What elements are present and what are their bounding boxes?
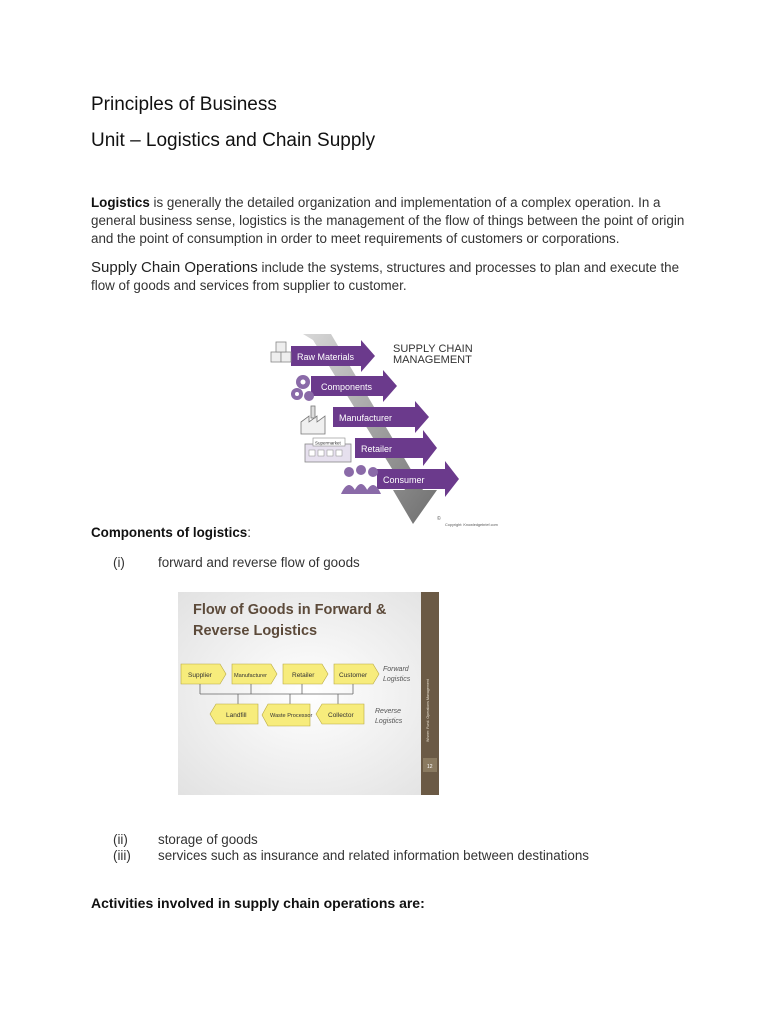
reverse-box-landfill: Landfill bbox=[226, 712, 247, 719]
flow-title-line2: Reverse Logistics bbox=[193, 623, 318, 639]
factory-icon bbox=[301, 406, 325, 434]
flow-of-goods-figure bbox=[178, 592, 439, 795]
logistics-paragraph bbox=[91, 194, 691, 248]
step-retailer: Retailer bbox=[361, 444, 393, 454]
forward-box-supplier: Supplier bbox=[188, 672, 212, 679]
step-components: Components bbox=[321, 382, 373, 392]
flow-title-line1: Flow of Goods in Forward & bbox=[193, 602, 387, 618]
logistics-term: Logistics bbox=[91, 195, 150, 210]
document-title: Principles of Business bbox=[91, 94, 277, 115]
forward-box-manufacturer: Manufacturer bbox=[234, 673, 267, 679]
list-item-num: (ii) bbox=[113, 832, 128, 847]
gears-icon bbox=[291, 375, 314, 401]
activities-heading: Activities involved in supply chain operations are: bbox=[91, 895, 425, 911]
copyright-symbol: © bbox=[437, 516, 441, 522]
reverse-label-line1: Reverse bbox=[375, 708, 402, 715]
page-number: 12 bbox=[427, 764, 433, 770]
reverse-label-line2: Logistics bbox=[375, 718, 403, 725]
list-item-text: services such as insurance and related information between destinations bbox=[158, 848, 589, 863]
sco-definition: include the systems, structures and processes to plan and execute the flow of goods and services from supplier to customer. bbox=[91, 260, 680, 293]
components-heading-line bbox=[91, 525, 251, 540]
reverse-box-waste-processor: Waste Processor bbox=[270, 713, 313, 719]
step-consumer: Consumer bbox=[383, 475, 425, 485]
copyright-text: Copyright: Knowledgebrief.com bbox=[445, 523, 498, 527]
logistics-definition: is generally the detailed organization and implementation of a complex operation. In a general business sense, logistics is the management of the flow of things between the point of origin and the point of consumption in order to meet requirements of customers or corporations. bbox=[91, 195, 685, 246]
list-item-num: (iii) bbox=[113, 848, 131, 863]
step-manufacturer: Manufacturer bbox=[339, 413, 393, 423]
reverse-box-collector: Collector bbox=[328, 712, 354, 719]
side-bar-text: Wisner: Fund. Operations Management bbox=[426, 679, 430, 742]
store-sign-text: Supermarket bbox=[315, 440, 341, 446]
forward-box-customer: Customer bbox=[339, 672, 368, 679]
unit-title: Unit – Logistics and Chain Supply bbox=[91, 130, 376, 151]
components-heading: Components of logistics bbox=[91, 525, 248, 540]
scm-title-line1: SUPPLY CHAIN bbox=[393, 343, 473, 355]
supermarket-icon bbox=[305, 438, 351, 462]
scm-title-line2: MANAGEMENT bbox=[393, 354, 472, 366]
sco-term: Supply Chain Operations bbox=[91, 259, 258, 276]
forward-label-line1: Forward bbox=[383, 666, 409, 673]
list-item-num: (i) bbox=[113, 555, 125, 570]
people-icon bbox=[341, 465, 381, 494]
list-item-text: forward and reverse flow of goods bbox=[158, 555, 360, 570]
list-item-text: storage of goods bbox=[158, 832, 258, 847]
sco-paragraph bbox=[91, 259, 691, 295]
forward-box-retailer: Retailer bbox=[292, 672, 315, 679]
boxes-icon bbox=[271, 342, 291, 362]
forward-label-line2: Logistics bbox=[383, 676, 411, 683]
step-raw-materials: Raw Materials bbox=[297, 352, 355, 362]
supply-chain-figure bbox=[265, 330, 515, 530]
components-heading-colon: : bbox=[247, 525, 251, 540]
